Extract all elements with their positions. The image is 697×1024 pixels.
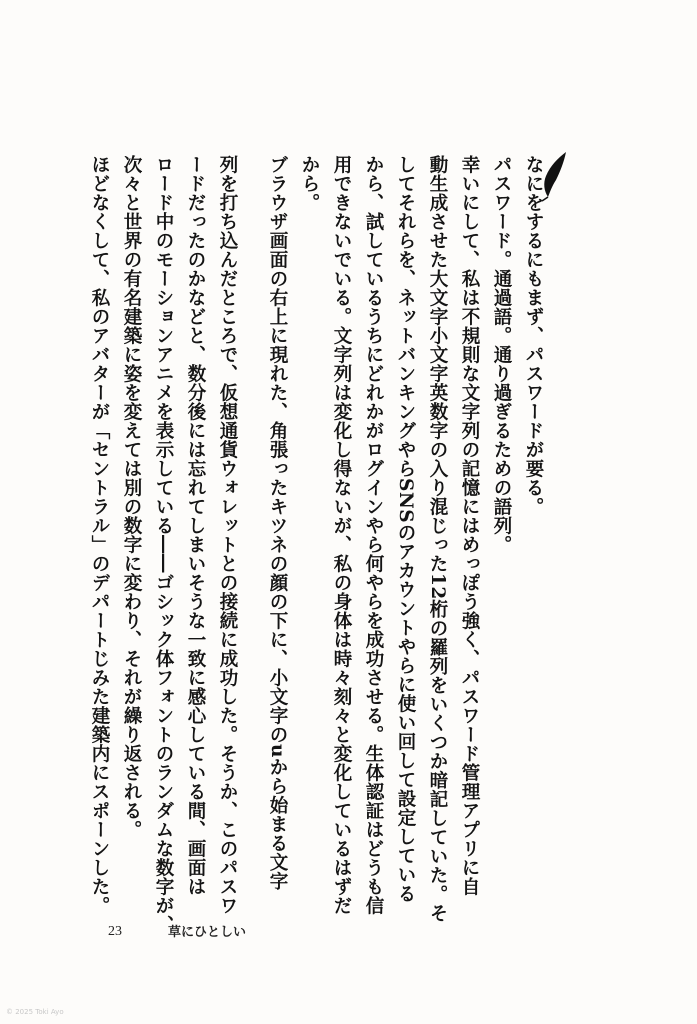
text-column: 用できないでいる。文字列は変化し得ないが、私の身体は時々刻々と変化しているはずだ [331, 155, 352, 915]
text-column: ードだったのかなどと、数分後には忘れてしまいそうな一致に感心している間、画面は [185, 155, 206, 896]
page-number: 23 [108, 924, 122, 939]
text-column: ロード中のモーションアニメを表示している――ゴシック体フォントのランダムな数字が、 [153, 155, 174, 934]
text-column: から、試しているうちにどれかがログインやら何やらを成功させる。生体認証はどうも信 [363, 155, 384, 915]
text-column: 次々と世界の有名建築に姿を変えては別の数字に変わり、それが繰り返される。 [121, 155, 142, 839]
text-column: なにをするにもまず、パスワードが要る。 [523, 155, 544, 516]
text-column: ほどなくして、私のアバターが「セントラル」のデパートじみた建築内にスポーンした。 [89, 155, 110, 915]
copyright-watermark: © 2025 Toki Ayo [6, 1008, 64, 1016]
text-column: から。 [299, 155, 320, 212]
text-column: 幸いにして、私は不規則な文字列の記憶にはめっぽう強く、パスワード管理アプリに自 [459, 155, 480, 896]
running-title: 草にひとしい [168, 925, 247, 940]
text-column: してそれらを、ネットバンキングやらSNSのアカウントやらに使い回して設定している [395, 155, 416, 904]
text-column: 列を打ち込んだところで、仮想通貨ウォレットとの接続に成功した。そうか、このパスワ [217, 155, 238, 915]
text-column: ブラウザ画面の右上に現れた、角張ったキツネの顔の下に、小文字のuから始まる文字 [267, 155, 288, 891]
text-column: パスワード。通過語。通り過ぎるための語列。 [491, 155, 512, 554]
text-column: 動生成させた大文字小文字英数字の入り混じった12桁の羅列をいくつか暗記していた。そ [427, 155, 448, 923]
